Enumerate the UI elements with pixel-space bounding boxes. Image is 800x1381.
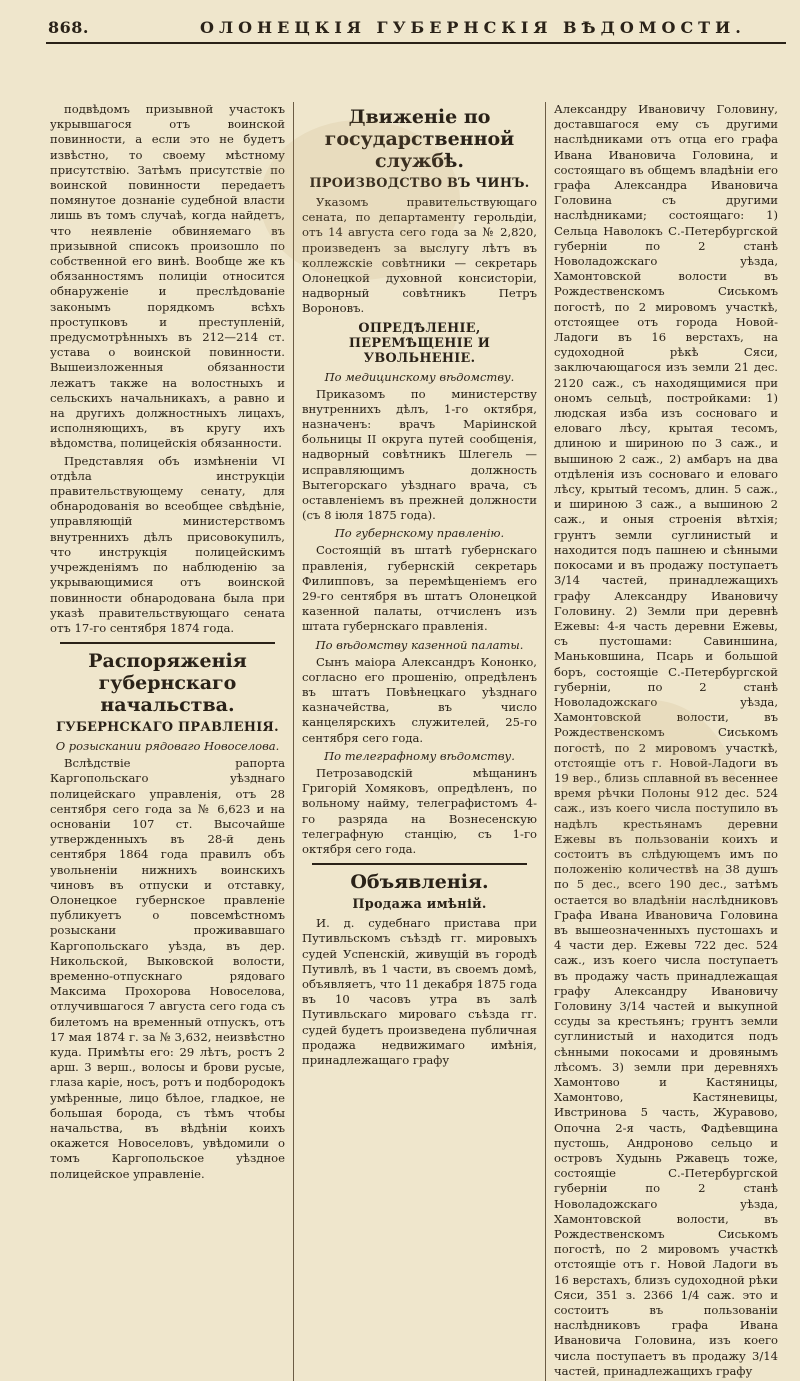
column-2: [294, 102, 546, 1381]
subsection-heading: ОПРЕДѢЛЕНІЕ, ПЕРЕМѢЩЕНІЕ И УВОЛЬНЕНІЕ.: [348, 320, 491, 366]
paragraph: И. д. судебнаго пристава при Путивльскомъ съѣздѣ гг. мировыхъ судей Успенскій, живущій въ городѣ Путивлѣ, въ 1 части, въ своемъ домѣ, объявляетъ, что 11 декабря 1875 года въ 10 часовъ утра въ залѣ Путивльскаго мироваго съѣзда гг. судей будетъ произведена публичная продажа недвижимаго имѣнія, принадлежащаго графу: [302, 916, 537, 1067]
section-heading: Объявленія.: [350, 871, 489, 894]
subsection-heading: ПРОИЗВОДСТВО ВЪ ЧИНЪ.: [309, 176, 530, 191]
rubric: По медицинскому вѣдомству.: [324, 369, 515, 384]
section-divider: [312, 863, 527, 865]
paragraph: Представляя объ измѣненіи VI отдѣла инструкціи правительствующему сенату, для обнародованія во всеобщее свѣдѣніе, управляющій министерствомъ внутреннихъ дѣлъ присовокупилъ, что инструкція полицейскимъ учрежденіямъ по наблюденію за укрывающимися отъ воинской повинности обнародована была при указѣ правительствующаго сената отъ 17-го сентября 1874 года.: [50, 453, 285, 635]
header-rule: [46, 42, 786, 44]
rubric: О розыскании рядоваго Новоселова.: [55, 739, 280, 754]
paper-stain: [260, 120, 460, 280]
paragraph: Александру Ивановичу Головину, доставшагося ему съ другими наслѣдниками отъ отца его графа Ивана Ивановича Головина, и состоящаго въ общемъ владѣніи его графа Александра Ивановича Головина съ другими наслѣдниками; состоящаго: 1) Сельца Наволокъ С.-Петербургской губерніи по 2 станѣ Новоладожскаго уѣзда, Хамонтовской волости въ Рождественскомъ Сиськомъ погостѣ, по 2 мировомъ участкѣ, отстоящее отъ города Новой-Ладоги въ 16 верстахъ, на судоходной рѣкѣ Сяси, заключающагося изъ земли 21 дес. 2120 саж., съ находящимися при ономъ сельцѣ, постройками: 1) людская изба изъ сосноваго и еловаго лѣсу, крытая тесомъ, длиною и шириною по 3 саж., и вышиною 2 саж., 2) амбаръ на два отдѣленія изъ сосноваго и еловаго лѣсу, крытый тесомъ, длин. 5 саж., и шириною 3 саж., а вышиною 2 саж., и оныя строенія вѣтхія; грунтъ земли суглинистый и находится подъ пашнею и сѣнными покосами и въ продажу поступаетъ 3/14 частей, принадлежащихъ графу Александру Ивановичу Головину. 2) Земли при деревнѣ Ежевы: 4-я часть деревни Ежевы, съ пустошами: Савиншина, Маньковшина, Псарь и большой боръ, состоящіе С.-Петербургской губерніи, по 2 станѣ Новоладожскаго уѣзда, Хамонтовской волости, въ Рождественскомъ Сиськомъ погостѣ, по 2 мировомъ участкѣ, отстоящіе отъ г. Новой-Ладоги въ 19 вер., близь сплавной въ весеннее время рѣчки Полоны 912 дес. 524 саж., изъ коего числа поступило въ надѣлъ крестьянамъ деревни Ежевы въ пользованіи коихъ и состоитъ въ слѣдующемъ имъ по положенію количествѣ на 38 душъ по 5 дес., всего 190 дес., затѣмъ остается во владѣніи наслѣдниковъ Графа Ивана Ивановича Головина въ вышеозначенныхъ пустошахъ и 4 части дер. Ежевы 722 дес. 524 саж., изъ коего числа поступаетъ въ продажу часть принадлежащая графу Александру Ивановичу Головину 3/14 частей и выкупной ссуды за крестьянъ; грунтъ земли суглинистый и находится подъ сѣнными покосами и дровянымъ лѣсомъ. 3) земли при деревняхъ Хамонтово и Кастяницы, Хамонтово, Кастяневицы, Ивстринова 5 часть, Журавово, Опочна 2-я часть, Фадѣевщина пустошь, Андроново сельцо и островъ Худынь Ржавецъ тоже, состоящіе С.-Петербургской губерніи по 2 станѣ Новоладожскаго уѣзда, Хамонтовской волости, въ Рождественскомъ Сиськомъ погостѣ, по 2 мировомъ участкѣ отстоящіе отъ г. Новой Ладоги въ 16 верстахъ, близъ судоходной рѣки Сяси, 351 з. 2366 1/4 саж. это и состоитъ въ пользованіи наслѣдниковъ графа Ивана Ивановича Головина, изъ коего числа поступаетъ въ продажу 3/14 частей, принадлежащихъ графу: [554, 102, 778, 1378]
paragraph: Вслѣдствіе рапорта Каргопольскаго уѣзднаго полицейскаго управленія, отъ 28 сентября сего года за № 6,623 и на основаніи 107 ст. Высочайше утвержденныхъ въ 28-й день сентября 1864 года правилъ объ увольненіи нижнихъ воинскихъ чиновъ въ отпуски и отставку, Олонецкое губернское правленіе публикуетъ о повсемѣстномъ розыскани проживавшаго Каргопольскаго уѣзда, въ дер. Никольской, Выковской волости, временно-отпускнаго рядоваго Максима Прохорова Новоселова, отлучившагося 7 августа сего года съ билетомъ на временный отпускъ, отъ 17 мая 1874 г. за № 3,632, неизвѣстно куда. Примѣты его: 29 лѣтъ, ростъ 2 арш. 3 верш., волосы и брови русые, глаза карiе, носъ, ротъ и подбородокъ умѣренные, лицо бѣлое, гладкое, не большая борода, съ тѣмъ чтобы начальства, въ вѣдѣніи коихъ окажется Новоселовъ, увѣдомили о томъ Каргопольское уѣздное полицейское управленіе.: [50, 756, 285, 1181]
paragraph: Приказомъ по министерству внутреннихъ дѣлъ, 1-го октября, назначенъ: врачъ Маріинской больницы II округа путей сообщенія, надворный совѣтникъ Шлегель — исправляющимъ должность Вытегорскаго уѣзднаго врача, съ оставленіемъ въ прежней должности (съ 8 іюля 1875 года).: [302, 386, 537, 523]
subsection-heading: ГУБЕРНСКАГО ПРАВЛЕНІЯ.: [56, 720, 279, 736]
page-number: 868.: [48, 18, 89, 37]
paragraph: Петрозаводскій мѣщанинъ Григорій Хомяковъ, опредѣленъ, по вольному найму, телеграфистомъ 4-го разряда на Вознесенскую телеграфную станцію, съ 1-го октября сего года.: [302, 765, 537, 856]
subsection-heading: Продажа имѣній.: [352, 897, 487, 913]
rubric: По телеграфному вѣдомству.: [324, 748, 515, 763]
paragraph: Указомъ правительствующаго сената, по департаменту герольдіи, отъ 14 августа сего года за № 2,820, произведенъ за выслугу лѣтъ въ коллежскіе совѣтники — секретарь Олонецкой духовной консисторіи, надворный совѣтникъ Петръ Вороновъ.: [302, 195, 537, 316]
paragraph: Сынъ маіора Александръ Кононко, согласно его прошенію, опредѣленъ въ штатъ Повѣнецкаго уѣзднаго казначейства, въ число канцелярскихъ служителей, 25-го сентября сего года.: [302, 654, 537, 745]
column-1: [42, 102, 294, 1381]
section-divider: [60, 642, 275, 644]
paragraph: подвѣдомъ призывной участокъ укрывшагося отъ воинской повинности, а если это не будетъ извѣстно, то своему мѣстному присутствію. Затѣмъ присутствіе по воинской повинности передаетъ помянутое дознаніе судебной власти лишь въ томъ случаѣ, когда найдетъ, что неявленіе обвиняемаго въ призывной списокъ произошло по собственной его винѣ. Вообще же къ обязанностямъ полиціи относится обнаруженіе и преслѣдованіе законымъ порядкомъ всѣхъ проступковъ и преступленій, предусмотрѣнныхъ въ 212—214 ст. устава о воинской повинности. Вышеизложенныя обязанности лежатъ также на волостныхъ и сельскихъ начальникахъ, а равно и на другихъ должностныхъ лицахъ, исполняющихъ, въ кругу ихъ вѣдомства, полицейскія обязанности.: [50, 102, 285, 451]
paragraph: Состоящій въ штатѣ губернскаго правленія, губернскій секретарь Филипповъ, за перемѣщеніемъ его 29-го сентября въ штатъ Олонецкой казенной палаты, отчисленъ изъ штата губернскаго правленія.: [302, 543, 537, 634]
section-heading: Движеніе по государственной службѣ.: [324, 106, 515, 172]
paper-stain: [560, 700, 740, 920]
section-heading: Распоряженія губернскаго начальства.: [88, 650, 247, 717]
rubric: По вѣдомству казенной палаты.: [315, 637, 524, 652]
masthead-title: ОЛОНЕЦКІЯ ГУБЕРНСКІЯ ВѢДОМОСТИ.: [200, 18, 746, 37]
rubric: По губернскому правленію.: [334, 526, 505, 541]
